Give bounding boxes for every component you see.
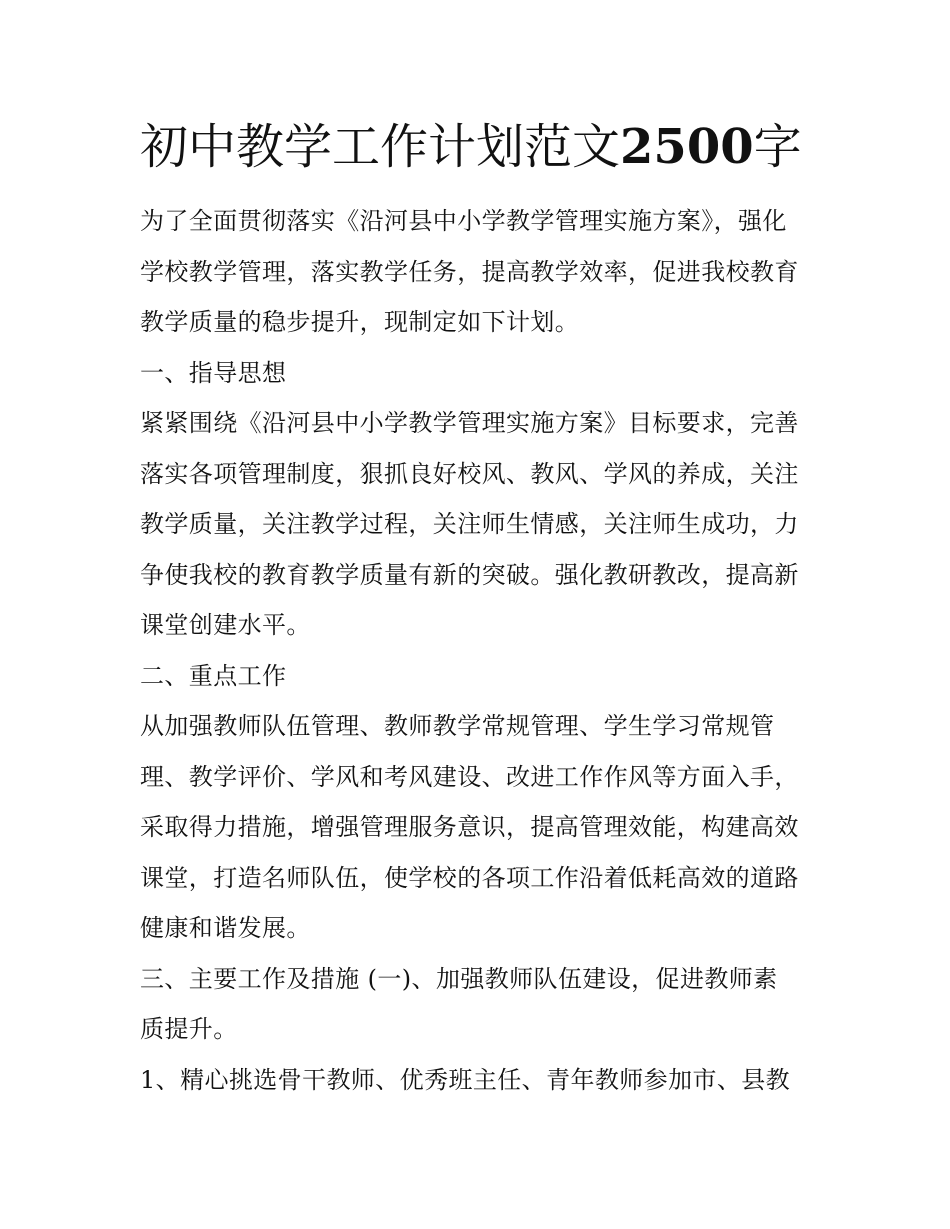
text-line: 质提升。: [140, 1015, 238, 1043]
section-heading: 三、主要工作及措施 (一)、加强教师队伍建设，促进教师素: [140, 964, 778, 993]
heading-main-measures: [140, 954, 812, 1055]
title-main: 初中教学工作计划范文: [140, 119, 621, 175]
section-heading: 一、指导思想: [140, 358, 287, 387]
text-line: 落实各项管理制度，狠抓良好校风、教风、学风的养成，关注: [140, 459, 799, 488]
text-line: 为了全面贯彻落实《沿河县中小学教学管理实施方案》，强化: [140, 207, 787, 235]
heading-guiding-thought: [140, 348, 812, 399]
text-line: 从加强教师队伍管理、教师教学常规管理、学生学习常规管: [140, 712, 775, 740]
paragraph-intro: [140, 196, 812, 348]
text-line: 理、教学评价、学风和考风建设、改进工作作风等方面入手，: [140, 762, 799, 791]
text-line: 健康和谐发展。: [140, 914, 311, 942]
text-line: 采取得力措施，增强管理服务意识，提高管理效能，构建高效: [140, 813, 799, 841]
paragraph-item-1: [140, 1055, 812, 1106]
paragraph-key-work: [140, 701, 812, 954]
text-line: 教学质量的稳步提升，现制定如下计划。: [140, 308, 580, 336]
document-title: [140, 116, 820, 178]
title-tail: 字: [753, 119, 802, 175]
text-line: 争使我校的教育教学质量有新的突破。强化教研教改，提高新: [140, 560, 799, 589]
title-number: 2500: [620, 119, 754, 175]
text-line: 紧紧围绕《沿河县中小学教学管理实施方案》目标要求，完善: [140, 409, 799, 437]
document-body: [140, 196, 812, 1105]
text-line: 1、精心挑选骨干教师、优秀班主任、青年教师参加市、县教: [140, 1065, 791, 1094]
heading-key-work: [140, 651, 812, 702]
text-line: 学校教学管理，落实教学任务，提高教学效率，促进我校教育: [140, 257, 799, 286]
paragraph-guiding-thought: [140, 398, 812, 651]
text-line: 课堂，打造名师队伍，使学校的各项工作沿着低耗高效的道路: [140, 863, 799, 892]
section-heading: 二、重点工作: [140, 661, 287, 690]
text-line: 课堂创建水平。: [140, 611, 311, 639]
text-line: 教学质量，关注教学过程，关注师生情感，关注师生成功，力: [140, 510, 799, 538]
